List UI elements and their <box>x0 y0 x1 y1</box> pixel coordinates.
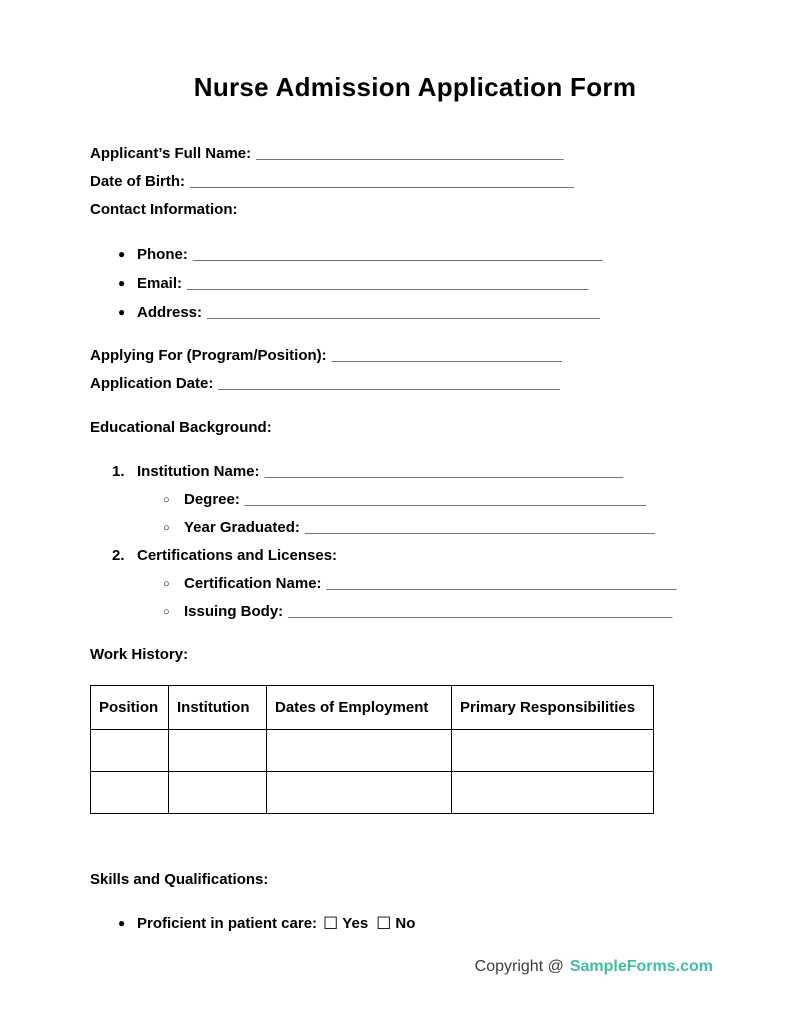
bullet-icon: ● <box>118 916 126 930</box>
table-row <box>91 772 654 814</box>
phone-blank-line: ________________________________________________ <box>192 246 603 263</box>
page-title: Nurse Admission Application Form <box>193 72 637 102</box>
table-cell <box>452 772 654 814</box>
field-applying-for <box>90 342 740 370</box>
date-of-birth-blank-line: _____________________________________________ <box>190 173 575 190</box>
certification-name-blank-line: _________________________________________ <box>326 575 677 592</box>
full-name-blank-line: ____________________________________ <box>256 145 564 162</box>
application-date-label: Application Date: <box>90 375 214 392</box>
hollow-bullet-icon: ○ <box>163 522 170 534</box>
field-issuing-body <box>90 598 740 626</box>
checkbox-yes-label: Yes <box>342 915 369 932</box>
application-date-blank-line: ________________________________________ <box>218 375 561 392</box>
email-blank-line: _______________________________________________ <box>187 275 589 292</box>
date-of-birth-label: Date of Birth: <box>90 173 185 190</box>
field-date-of-birth <box>90 168 740 196</box>
checkbox-no-label: No <box>395 915 416 932</box>
address-label: Address: <box>137 304 203 321</box>
field-certification-name <box>90 570 740 598</box>
checkbox-yes-icon[interactable]: ☐ <box>323 914 339 933</box>
year-graduated-blank-line: _________________________________________ <box>304 519 656 536</box>
field-proficient-patient-care <box>90 909 740 938</box>
hollow-bullet-icon: ○ <box>163 606 170 618</box>
table-header-responsibilities: Primary Responsibilities <box>452 686 654 730</box>
email-label: Email: <box>137 275 183 292</box>
checkbox-no-icon[interactable]: ☐ <box>376 914 392 933</box>
table-cell <box>267 730 452 772</box>
field-application-date <box>90 370 740 398</box>
hollow-bullet-icon: ○ <box>163 494 170 506</box>
table-cell <box>91 772 169 814</box>
table-cell <box>169 772 267 814</box>
bullet-icon: ● <box>118 276 126 290</box>
field-email <box>90 269 740 298</box>
institution-name-blank-line: __________________________________________ <box>264 463 624 480</box>
table-row <box>91 730 654 772</box>
proficient-label: Proficient in patient care: <box>137 915 318 932</box>
certification-name-label: Certification Name: <box>184 575 322 592</box>
address-blank-line: ______________________________________________ <box>207 304 600 321</box>
bullet-icon: ● <box>118 305 126 319</box>
applying-for-label: Applying For (Program/Position): <box>90 347 327 364</box>
table-cell <box>452 730 654 772</box>
field-degree <box>90 486 740 514</box>
institution-name-label: Institution Name: <box>137 463 260 480</box>
field-year-graduated <box>90 514 740 542</box>
list-number: 2. <box>112 547 125 564</box>
hollow-bullet-icon: ○ <box>163 578 170 590</box>
work-history-table <box>90 685 654 814</box>
skills-qualifications-heading: Skills and Qualifications: <box>90 871 269 888</box>
degree-label: Degree: <box>184 491 240 508</box>
field-phone <box>90 240 740 269</box>
list-number: 1. <box>112 463 125 480</box>
year-graduated-label: Year Graduated: <box>184 519 300 536</box>
table-cell <box>267 772 452 814</box>
table-header-institution: Institution <box>169 686 267 730</box>
bullet-icon: ● <box>118 247 126 261</box>
issuing-body-label: Issuing Body: <box>184 603 284 620</box>
table-header-dates: Dates of Employment <box>267 686 452 730</box>
copyright-text: Copyright @ <box>474 958 564 975</box>
list-item-institution-name <box>90 458 740 486</box>
table-header-row <box>91 686 654 730</box>
field-address <box>90 298 740 327</box>
sampleforms-link[interactable]: SampleForms.com <box>569 958 713 975</box>
degree-blank-line: _______________________________________________ <box>244 491 647 508</box>
list-item-certifications: 2. Certifications and Licenses: <box>90 542 740 570</box>
table-cell <box>169 730 267 772</box>
issuing-body-blank-line: _____________________________________________ <box>288 603 673 620</box>
table-header-position: Position <box>91 686 169 730</box>
work-history-heading: Work History: <box>90 646 189 663</box>
educational-background-heading: Educational Background: <box>90 419 272 436</box>
phone-label: Phone: <box>137 246 188 263</box>
footer <box>475 956 713 978</box>
field-full-name <box>90 140 740 168</box>
full-name-label: Applicant’s Full Name: <box>90 145 252 162</box>
table-cell <box>91 730 169 772</box>
contact-information-heading: Contact Information: <box>90 201 238 218</box>
applying-for-blank-line: ___________________________ <box>331 347 563 364</box>
